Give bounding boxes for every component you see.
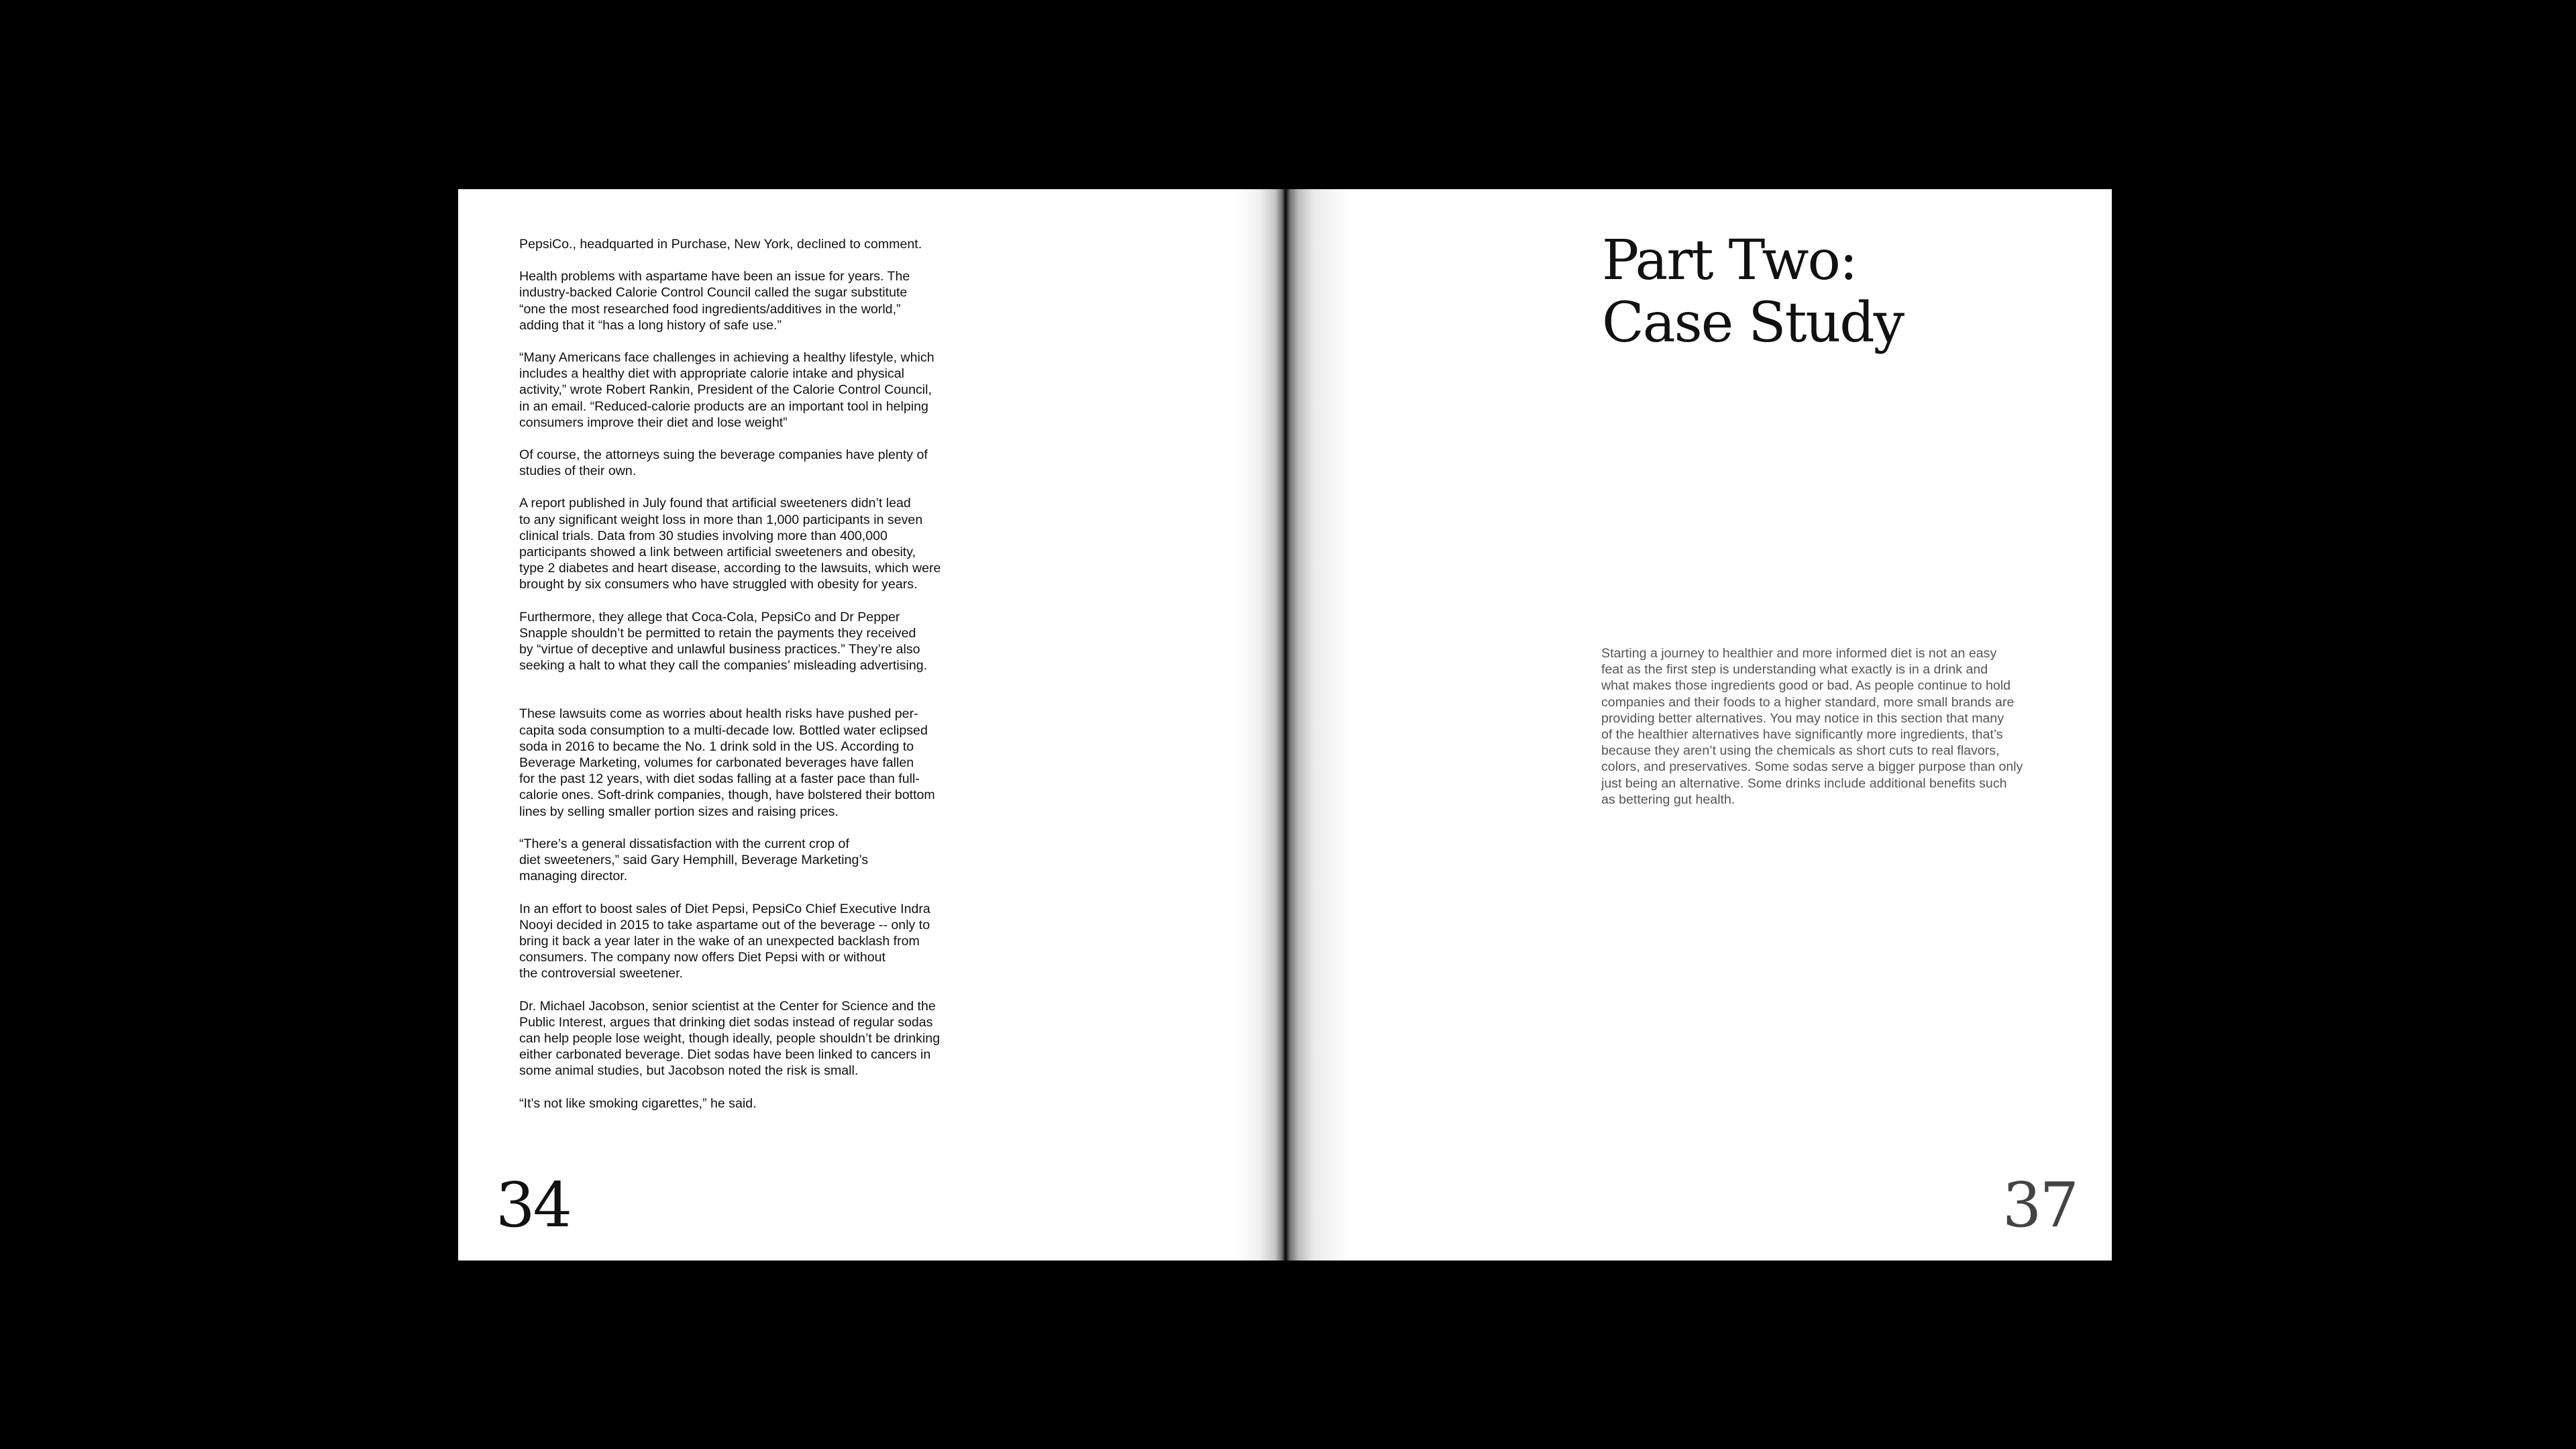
article-paragraph: Of course, the attorneys suing the beverage companies have plenty of studies of their own. bbox=[519, 447, 928, 479]
article-body bbox=[519, 236, 989, 1128]
article-paragraph: In an effort to boost sales of Diet Pepsi, PepsiCo Chief Executive Indra Nooyi decided in 2015 to take aspartame out of the beverage -- only to bring it back a year later in the wake of an unexpected backlash from consumers. The company now offers Diet Pepsi with or without the controversial sweetener. bbox=[519, 901, 930, 981]
article-paragraph: “It’s not like smoking cigarettes,” he said. bbox=[519, 1095, 757, 1111]
left-page bbox=[458, 189, 1285, 1260]
article-paragraph: Health problems with aspartame have been an issue for years. The industry-backed Calorie Control Council called the sugar substitute “one the most researched food ingredients/additives in the world,” adding that it “has a long history of safe use.” bbox=[519, 269, 910, 333]
section-title: Part Two: Case Study bbox=[1602, 229, 1904, 355]
page-number-left: 34 bbox=[496, 1169, 571, 1241]
article-paragraph: A report published in July found that artificial sweeteners didn’t lead to any significant weight loss in more than 1,000 participants in seven clinical trials. Data from 30 studies involving more than 400,000 participants showed a link between artificial sweeteners and obesity, type 2 diabetes and heart disease, according to the lawsuits, which were brought by six consumers who have struggled with obesity for years. bbox=[519, 496, 941, 592]
page-number-right: 37 bbox=[2002, 1169, 2077, 1241]
book-spread bbox=[458, 189, 2112, 1260]
article-paragraph: Furthermore, they allege that Coca-Cola, PepsiCo and Dr Pepper Snapple shouldn’t be permitted to retain the payments they received by “virtue of deceptive and unlawful business practices.” They’re also seeking a halt to what they call the companies’ misleading advertising. bbox=[519, 609, 928, 674]
section-intro: Starting a journey to healthier and more informed diet is not an easy feat as the first step is understanding what exactly is in a drink and what makes those ingredients good or bad. As people continue to hold companies and their foods to a higher standard, more small brands are providing better alternatives. You may notice in this section that many of the healthier alternatives have significantly more ingredients, that’s because they aren’t using the chemicals as short cuts to real flavors, colors, and preservatives. Some sodas serve a bigger purpose than only just being an alternative. Some drinks include additional benefits such as bettering gut health. bbox=[1601, 646, 2023, 807]
article-paragraph: “Many Americans face challenges in achieving a healthy lifestyle, which includes a healthy diet with appropriate calorie intake and physical activity,” wrote Robert Rankin, President of the Calorie Control Council, in an email. “Reduced-calorie products are an important tool in helping consumers improve their diet and lose weight” bbox=[519, 350, 934, 430]
article-paragraph: “There’s a general dissatisfaction with the current crop of diet sweeteners,” said Gary Hemphill, Beverage Marketing’s managing director. bbox=[519, 836, 869, 884]
article-paragraph: These lawsuits come as worries about health risks have pushed per- capita soda consumption to a multi-decade low. Bottled water eclipsed soda in 2016 to became the No. 1 drink sold in the US. According to Beverage Marketing, volumes for carbonated beverages have fallen for the past 12 years, with diet sodas falling at a faster pace than full- calorie ones. Soft-drink companies, though, have bolstered their bottom lines by selling smaller portion sizes and raising prices. bbox=[519, 706, 935, 819]
article-paragraph: Dr. Michael Jacobson, senior scientist at the Center for Science and the Public Interest, argues that drinking diet sodas instead of regular sodas can help people lose weight, though ideally, people shouldn’t be drinking either carbonated beverage. Diet sodas have been linked to cancers in some animal studies, but Jacobson noted the risk is small. bbox=[519, 998, 941, 1079]
article-paragraph: PepsiCo., headquarted in Purchase, New York, declined to comment. bbox=[519, 237, 922, 252]
